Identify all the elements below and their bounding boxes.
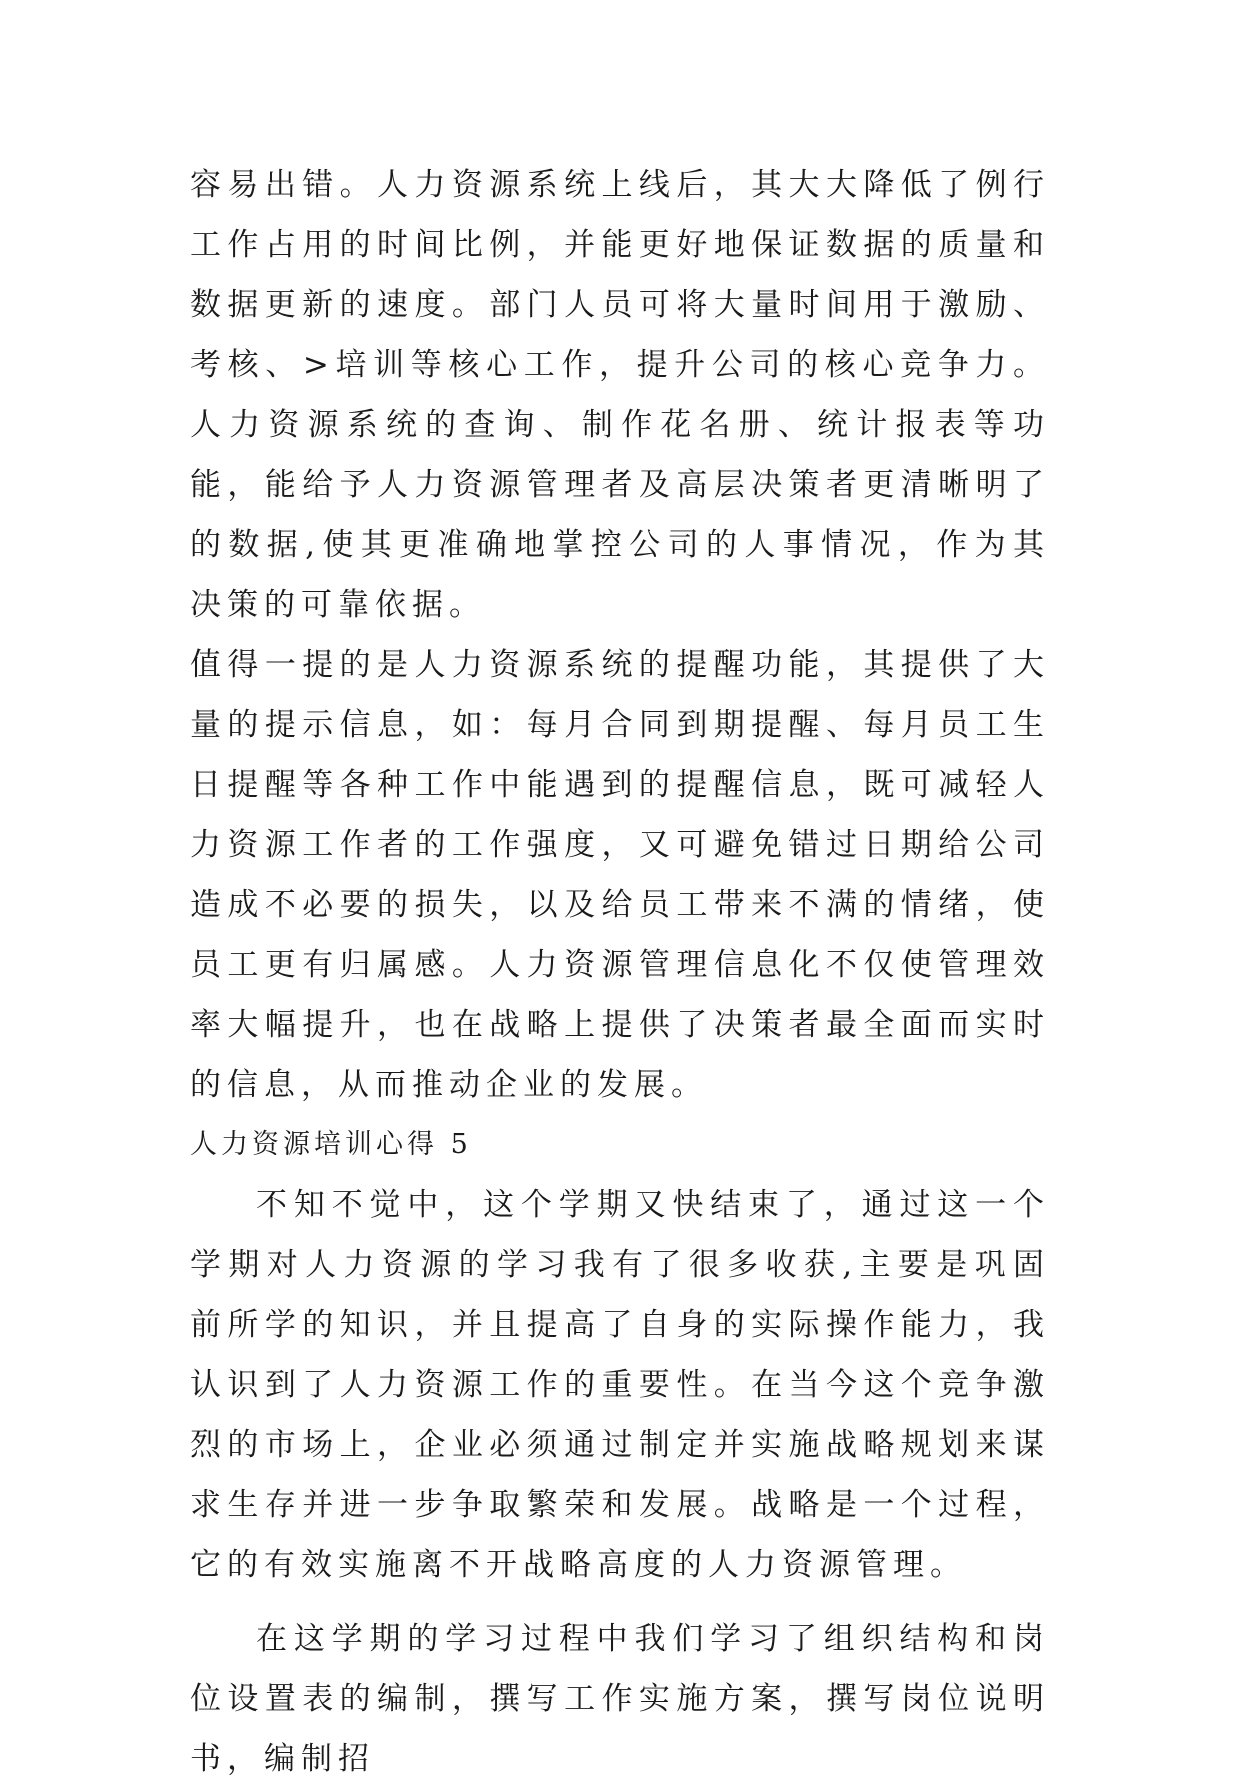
paragraph-learning-process: 在这学期的学习过程中我们学习了组织结构和岗位设置表的编制，撰写工作实施方案，撰写岗位说明书，编制招 bbox=[190, 1621, 1050, 1777]
document-page bbox=[190, 155, 1050, 1789]
paragraph-hr-system-benefits: 容易出错。人力资源系统上线后，其大大降低了例行工作占用的时间比例，并能更好地保证数据的质量和数据更新的速度。部门人员可将大量时间用于激励、考核、>培训等核心工作，提升公司的核心竞争力。人力资源系统的查询、制作花名册、统计报表等功能，能给予人力资源管理者及高层决策者更清晰明了的数据,使其更准确地掌控公司的人事情况，作为其决策的可靠依据。 bbox=[190, 167, 1050, 623]
paragraph-reminder-function: 值得一提的是人力资源系统的提醒功能，其提供了大量的提示信息，如：每月合同到期提醒、每月员工生日提醒等各种工作中能遇到的提醒信息，既可减轻人力资源工作者的工作强度，又可避免错过日期给公司造成不必要的损失，以及给员工带来不满的情绪，使员工更有归属感。人力资源管理信息化不仅使管理效率大幅提升，也在战略上提供了决策者最全面而实时的信息，从而推动企业的发展。 bbox=[190, 647, 1050, 1103]
section-title: 人力资源培训心得 5 bbox=[190, 1129, 472, 1160]
paragraph-semester-summary: 不知不觉中，这个学期又快结束了，通过这一个学期对人力资源的学习我有了很多收获,主要是巩固前所学的知识，并且提高了自身的实际操作能力，我认识到了人力资源工作的重要性。在当今这个竞争激烈的市场上，企业必须通过制定并实施战略规划来谋求生存并进一步争取繁荣和发展。战略是一个过程，它的有效实施离不开战略高度的人力资源管理。 bbox=[190, 1187, 1050, 1583]
